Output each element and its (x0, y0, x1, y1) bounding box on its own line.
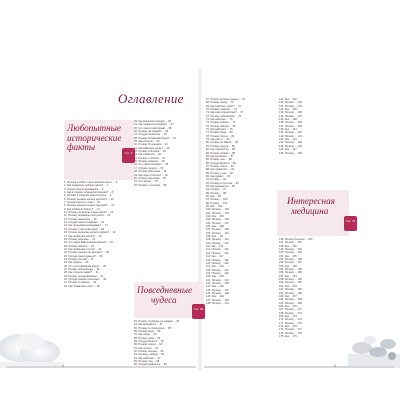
toc-entry: 134. Почему ... 137 (279, 114, 302, 118)
toc-entry: 51. Что значит ... 54 (134, 180, 158, 184)
toc-entry: 30. Откуда пришёл шоколад? ... 33 (64, 277, 107, 281)
toc-entry: 87. Почему океан ... 90 (206, 164, 234, 168)
toc-entry: 61. Как летают ... 64 (134, 346, 159, 350)
toc-entry: 11. Почему пирамиды построили ... 14 (64, 214, 111, 218)
toc-column-2-top (134, 120, 200, 187)
toc-entry: 125. Почему ... 128 (206, 291, 229, 295)
toc-entry: 122. Почему ... 125 (206, 281, 229, 285)
toc-entry: 79. Как растут ... 82 (206, 138, 230, 142)
toc-entry: 68. Почему поезд ... 71 (206, 101, 234, 105)
section-tab-everyday (192, 304, 205, 319)
toc-entry: 20. Почему викинги ... 23 (64, 244, 94, 248)
toc-entry: 81. Почему радуга ... 84 (206, 144, 235, 148)
toc-entry: 139. Почему ... 142 (279, 131, 302, 135)
toc-entry: 114. Как ... 117 (206, 255, 224, 259)
toc-entry: 162. Почему ... 166 (279, 291, 302, 295)
toc-entry: 131. Почему ... 134 (279, 104, 302, 108)
toc-entry: 174. Почему ... 178 (279, 331, 302, 335)
toc-entry: 148. Как ... 152 (279, 244, 297, 248)
toc-entry: 8. Почему раньше писали перьями? ... 11 (64, 204, 114, 208)
toc-entry: 115. Почему ... 118 (206, 258, 229, 262)
toc-entry: 83. Почему облака ... 86 (206, 151, 236, 155)
toc-entry: 60. Почему кошки ... 63 (134, 343, 162, 347)
toc-entry: 9. Как изобрели бумагу? ... 12 (64, 207, 100, 211)
toc-entry: 41. Как зажигали огонь? ... 44 (134, 146, 170, 150)
toc-entry: 49. Как люди считали? ... 52 (134, 173, 168, 177)
toc-entry: 16. Почему мужчины носили парики? ... 19 (64, 231, 116, 235)
toc-entry: 128. Почему ... 131 (206, 301, 229, 305)
toc-entry: 113. Почему ... 116 (206, 251, 229, 255)
toc-entry: 100. Почему ... 103 (206, 208, 229, 212)
toc-entry: 75. Почему звёзды ... 78 (206, 124, 236, 128)
toc-column-4-top (279, 98, 349, 155)
toc-entry: 33. Как возникла легенда ... 36 (134, 120, 171, 123)
toc-entry: 32. Как появились очки? ... 35 (64, 284, 100, 288)
toc-entry: 10. Почему на флагах такие цвета? ... 13 (64, 211, 114, 215)
toc-entry: 15. Почему у нас семь дней ... 18 (64, 227, 105, 231)
toc-entry: 132. Как ... 135 (279, 108, 297, 112)
toc-entry: 85. Почему снег ... 88 (206, 158, 232, 162)
toc-entry: 159. Почему ... 163 (279, 281, 302, 285)
section-medicine (277, 190, 349, 236)
toc-entry: 116. Почему ... 119 (206, 261, 229, 265)
toc-entry: 146. Почему болезни ... 150 (279, 238, 313, 241)
toc-entry: 18. Почему римляне ... 21 (64, 237, 96, 241)
section-title-line3: факты (67, 142, 96, 153)
toc-entry: 35. Что такое счастливый ... 38 (134, 126, 172, 130)
toc-column-3 (206, 98, 276, 305)
toc-entry: 96. Как ... 99 (206, 194, 221, 198)
tab-label: стр. 6 (124, 151, 133, 155)
toc-entry: 2. Как появились зубные щётки? ... 7 (64, 184, 109, 188)
toc-entry: 153. Почему ... 157 (279, 261, 302, 265)
toc-entry: 111. Как ... 114 (206, 245, 224, 249)
toc-entry: 135. Как ... 138 (279, 118, 297, 122)
toc-entry: 143. Почему ... 146 (279, 144, 302, 148)
toc-entry: 4. Как в старину определяли время? ... 8 (64, 191, 114, 195)
toc-entry: 175. Как ... 179 (279, 334, 297, 338)
toc-entry: 82. Как образуется ... 85 (206, 148, 236, 152)
toc-column-4-bottom (279, 238, 349, 338)
toc-entry: 31. Почему в старину ... 34 (64, 281, 97, 285)
toc-entry: 106. Почему ... 109 (206, 228, 229, 232)
toc-entry: 104. Почему ... 107 (206, 221, 229, 225)
toc-entry: 137. Почему ... 140 (279, 124, 302, 128)
toc-entry: 73. Как работает ... 76 (206, 118, 233, 122)
toc-entry: 70. Почему самолёт ... 73 (206, 108, 237, 112)
toc-entry: 167. Почему ... 171 (279, 308, 302, 312)
section-title-line1: Повседневные (137, 285, 193, 295)
toc-entry: 48. Почему Наполеон ... 51 (134, 170, 167, 174)
toc-entry: 171. Почему ... 175 (279, 321, 302, 325)
toc-entry: 47. Откуда пришли ... 50 (134, 166, 164, 170)
toc-entry: 165. Почему ... 169 (279, 301, 302, 305)
toc-entry: 86. Откуда берётся ... 89 (206, 161, 236, 165)
toc-entry: 5. Почему в Средние века боялись ... 9 (64, 194, 112, 198)
toc-entry: 36. Почему на свадьбе ... 39 (134, 130, 169, 134)
toc-entry: 155. Почему ... 159 (279, 268, 302, 272)
toc-entry: 145. Почему ... 148 (279, 151, 302, 155)
toc-entry: 95. Почему ... 98 (206, 191, 226, 195)
toc-entry: 133. Почему ... 136 (279, 111, 302, 115)
toc-entry: 94. Почему ... 97 (206, 188, 226, 192)
toc-entry: 77. Почему Луна ... 80 (206, 131, 233, 135)
toc-entry: 98. Почему ... 101 (206, 201, 228, 205)
toc-entry: 17. Как появилась вилка? ... 20 (64, 234, 102, 238)
toc-entry: 37. Откуда появились ... 40 (134, 133, 167, 137)
toc-entry: 12. Почему Наполеон ... 15 (64, 217, 97, 221)
toc-entry: 63. Почему у зебры ... 66 (134, 353, 165, 357)
toc-entry: 50. Почему королева ... 53 (134, 176, 166, 180)
toc-entry: 118. Почему ... 121 (206, 268, 229, 272)
toc-entry: 154. Как ... 158 (279, 264, 297, 268)
section-title-line2: исторические (67, 132, 122, 143)
toc-entry: 99. Как ... 102 (206, 205, 223, 208)
page-number-right: 5 (334, 363, 337, 368)
toc-entry: 97. Почему ... 100 (206, 198, 228, 202)
section-title-line2: медицина (291, 205, 329, 216)
toc-entry: 3. Откуда пошло выражение ... 8 (64, 187, 104, 191)
toc-entry: 103. Почему ... 106 (206, 218, 229, 222)
toc-entry: 53. Почему пуговицы на одежде ... 56 (134, 320, 180, 323)
toc-entry: 163. Как ... 167 (279, 294, 297, 298)
toc-entry: 170. Почему ... 174 (279, 318, 302, 322)
toc-entry: 28. Как строили замки? ... 31 (64, 271, 99, 275)
toc-entry: 119. Почему ... 122 (206, 271, 229, 275)
toc-entry: 34. Как появился телефон? ... 37 (134, 123, 174, 127)
toc-entry: 152. Почему ... 156 (279, 258, 302, 262)
toc-entry: 46. Что такое зоопарк? ... 49 (134, 163, 169, 167)
toc-entry: 52. Почему у поездов ... 55 (134, 183, 167, 187)
section-title-line2: чудеса (151, 294, 177, 305)
toc-entry: 43. Как изобрели ... 46 (134, 153, 161, 157)
toc-entry: 44. Почему в Англии ... 47 (134, 156, 166, 160)
toc-entry: 109. Почему ... 112 (206, 238, 229, 242)
toc-entry: 102. Как ... 105 (206, 215, 224, 219)
toc-entry: 108. Как ... 111 (206, 235, 224, 239)
toc-entry: 39. Как строили ... 42 (134, 140, 160, 144)
toc-entry: 129. Как ... 132 (279, 98, 297, 101)
toc-entry: 124. Почему ... 127 (206, 288, 229, 292)
toc-entry: 67. Почему волосы седеют ... 70 (206, 98, 246, 101)
tab-label: стр. 72 (345, 219, 356, 223)
toc-entry: 66. Откуда появились ... 69 (134, 363, 167, 367)
toc-entry: 93. Как рождаются ... 96 (206, 184, 235, 188)
toc-entry: 27. Почему императоры ... 30 (64, 267, 100, 271)
toc-entry: 90. Как думает ... 93 (206, 174, 231, 178)
tab-label: стр. 36 (193, 307, 204, 311)
toc-entry: 123. Как ... 126 (206, 285, 224, 289)
toc-entry: 160. Как ... 164 (279, 284, 297, 288)
toc-entry: 80. Почему на Марсе ... 83 (206, 141, 239, 145)
toc-entry: 22. Почему раньше не мылись? ... 25 (64, 251, 109, 255)
section-tab-medicine (344, 216, 357, 231)
toc-entry: 42. Почему в Японии ... 45 (134, 150, 166, 154)
page-number-left: 4 (62, 363, 65, 368)
bottom-rule-right (204, 366, 394, 368)
toc-entry: 92. Почему в пустыне ... 95 (206, 181, 239, 185)
toc-entry: 149. Почему ... 153 (279, 248, 302, 252)
toc-entry: 166. Как ... 170 (279, 304, 297, 308)
toc-entry: 13. Откуда пошла традиция ... 16 (64, 221, 105, 225)
toc-entry: 138. Как ... 141 (279, 128, 297, 132)
photo-white-fluff (0, 318, 64, 368)
toc-entry: 147. Почему ... 151 (279, 241, 302, 245)
toc-entry: 54. Как вращается ... 57 (134, 323, 163, 327)
toc-entry: 84. Как возникает ... 87 (206, 154, 234, 158)
section-title-line1: Любопытные (67, 123, 121, 133)
toc-entry: 57. Как поезд ... 60 (134, 333, 157, 337)
toc-entry: 23. Откуда пошли деньги? ... 26 (64, 254, 103, 258)
toc-entry: 38. Почему Пизанская башня ... 41 (134, 136, 176, 140)
toc-column-1 (64, 181, 136, 288)
section-title-line1: Интересная (287, 196, 335, 206)
toc-entry: 45. Почему зеркало ... 48 (134, 160, 165, 164)
page-title: Оглавление (118, 91, 184, 106)
toc-entry: 29. Почему средневековые ... 32 (64, 274, 104, 278)
toc-entry: 56. Почему вода ... 59 (134, 330, 161, 334)
toc-entry: 101. Почему ... 104 (206, 211, 229, 215)
toc-entry: 74. Почему компас ... 77 (206, 121, 236, 125)
toc-entry: 59. Откуда берётся ... 62 (134, 340, 164, 344)
toc-entry: 64. Как работает ... 67 (134, 356, 161, 360)
toc-entry: 88. Как появились ... 91 (206, 168, 235, 172)
toc-entry: 107. Почему ... 110 (206, 231, 229, 235)
toc-entry: 164. Почему ... 168 (279, 298, 302, 302)
toc-entry: 40. Почему Голландия ... 43 (134, 143, 168, 147)
toc-entry: 157. Как ... 161 (279, 274, 297, 278)
toc-entry: 120. Как ... 123 (206, 275, 224, 279)
toc-entry: 112. Почему ... 115 (206, 248, 229, 252)
toc-entry: 19. Что такое Вавилонская башня? ... 22 (64, 241, 113, 245)
toc-entry: 161. Почему ... 165 (279, 288, 302, 292)
toc-column-2-bottom (134, 320, 200, 367)
toc-entry: 91. Почему ... 94 (206, 178, 226, 182)
toc-entry: 24. Почему Колумб ... 27 (64, 257, 94, 261)
toc-entry: 121. Почему ... 124 (206, 278, 229, 282)
toc-entry: 26. Что ели в Древнем мире? ... 29 (64, 264, 106, 268)
toc-entry: 117. Как ... 120 (206, 265, 224, 269)
toc-entry: 69. Как работает лифт? ... 72 (206, 104, 241, 108)
toc-entry: 110. Почему ... 113 (206, 241, 229, 245)
toc-entry: 126. Как ... 129 (206, 295, 224, 299)
toc-entry: 127. Почему ... 130 (206, 298, 229, 302)
toc-entry: 71. Как ездит велосипед? ... 74 (206, 111, 244, 115)
toc-entry: 78. Почему пчёлы ... 81 (206, 134, 235, 138)
toc-entry: 156. Почему ... 160 (279, 271, 302, 275)
toc-entry: 14. Как придумали календарь? ... 17 (64, 224, 108, 228)
toc-entry: 169. Как ... 173 (279, 314, 297, 318)
toc-entry: 141. Как ... 144 (279, 138, 297, 142)
toc-entry: 142. Почему ... 145 (279, 141, 302, 145)
toc-entry: 55. Почему в полнолуние ... 58 (134, 326, 172, 330)
toc-entry: 21. Как появилась почта? ... 24 (64, 247, 102, 251)
toc-entry: 6. Почему рыцари носили доспехи? ... 10 (64, 197, 114, 201)
toc-entry: 105. Как ... 108 (206, 225, 224, 229)
toc-entry: 173. Почему ... 177 (279, 328, 302, 332)
toc-entry: 25. Как пираты ... 28 (64, 261, 89, 265)
toc-entry: 58. Почему небо ... 61 (134, 336, 161, 340)
toc-entry: 76. Как работает ... 79 (206, 128, 233, 132)
toc-entry: 144. Как ... 147 (279, 148, 297, 152)
toc-entry: 130. Почему ... 133 (279, 101, 302, 105)
photo-pills (348, 318, 400, 368)
toc-entry: 168. Почему ... 172 (279, 311, 302, 315)
toc-entry: 7. Откуда взялось слово ... 10 (64, 201, 100, 205)
toc-entry: 72. Почему небоскрёбы ... 75 (206, 114, 242, 118)
toc-entry: 1. Почему в 1900-х годах вводили мыло ... 6 (64, 181, 118, 184)
toc-entry: 89. Почему у нас ... 92 (206, 171, 233, 175)
toc-entry: 62. Почему молоко ... 65 (134, 350, 164, 354)
toc-entry: 158. Почему ... 162 (279, 278, 302, 282)
toc-entry: 140. Почему ... 143 (279, 134, 302, 138)
toc-entry: 151. Как ... 155 (279, 254, 297, 258)
bottom-rule-left (6, 366, 196, 368)
toc-entry: 172. Как ... 176 (279, 324, 297, 328)
toc-entry: 150. Почему ... 154 (279, 251, 302, 255)
toc-entry: 65. Почему лёд ... 68 (134, 360, 160, 364)
toc-entry: 136. Почему ... 139 (279, 121, 302, 125)
